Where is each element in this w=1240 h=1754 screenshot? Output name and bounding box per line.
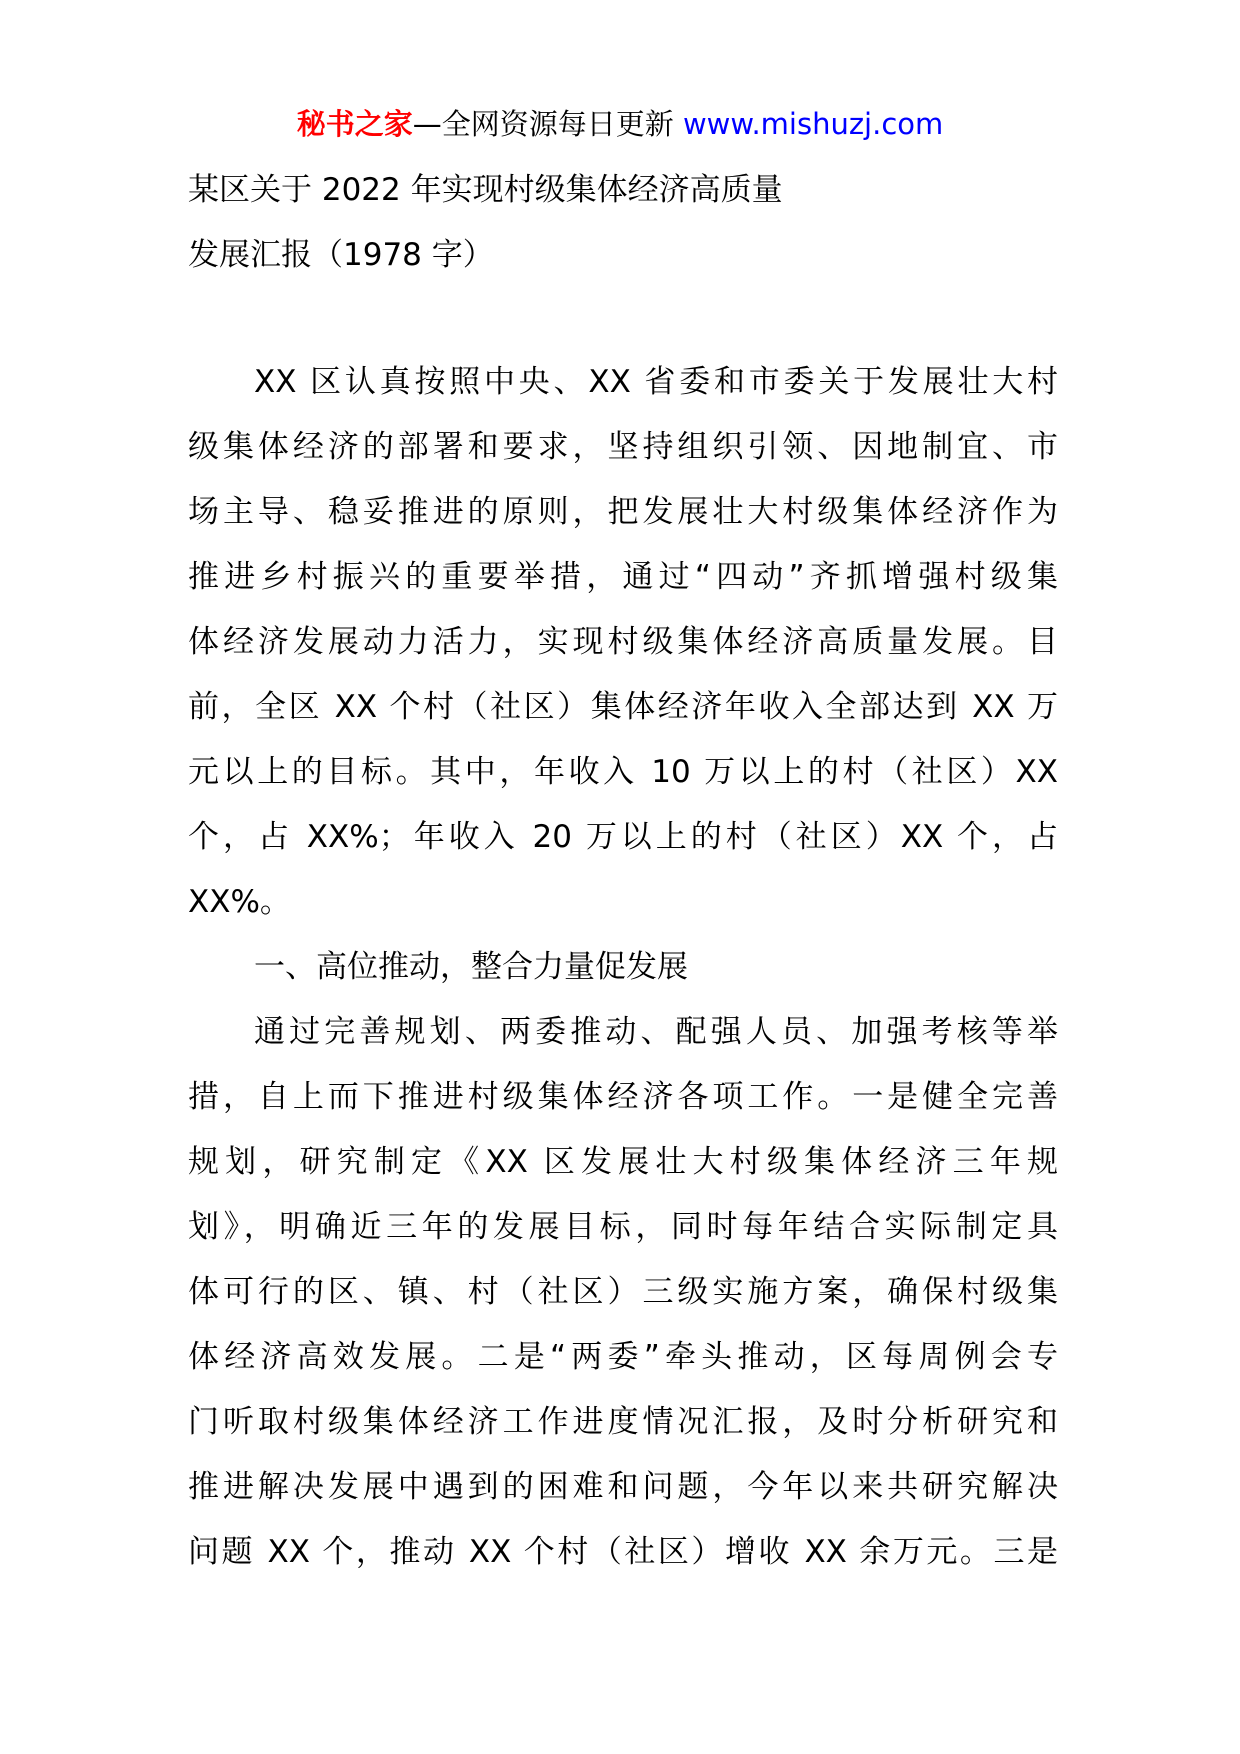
paragraph-line: 推进乡村振兴的重要举措，通过“四动”齐抓增强村级集	[188, 559, 1058, 595]
paragraph-line: 划》，明确近三年的发展目标，同时每年结合实际制定具	[188, 1209, 1058, 1245]
paragraph-line: 场主导、稳妥推进的原则，把发展壮大村级集体经济作为	[188, 494, 1058, 530]
section-heading: 一、高位推动，整合力量促发展	[254, 949, 688, 985]
paragraph-line: 级集体经济的部署和要求，坚持组织引领、因地制宜、市	[188, 429, 1058, 465]
document-body	[188, 350, 1058, 1585]
paragraph-line: 推进解决发展中遇到的困难和问题，今年以来共研究解决	[188, 1469, 1058, 1505]
paragraph-line: 元以上的目标。其中，年收入 10 万以上的村（社区）XX	[188, 754, 1058, 790]
paragraph-line: 问题 XX 个，推动 XX 个村（社区）增收 XX 余万元。三是	[188, 1534, 1058, 1570]
paragraph-line: 门听取村级集体经济工作进度情况汇报，及时分析研究和	[188, 1404, 1058, 1440]
paragraph-line: XX 区认真按照中央、XX 省委和市委关于发展壮大村	[254, 364, 1058, 400]
paragraph-line: 体经济发展动力活力，实现村级集体经济高质量发展。目	[188, 624, 1058, 660]
paragraph-line: 措，自上而下推进村级集体经济各项工作。一是健全完善	[188, 1079, 1058, 1115]
paragraph-line: 体可行的区、镇、村（社区）三级实施方案，确保村级集	[188, 1274, 1058, 1310]
title-line: 发展汇报（1978 字）	[188, 237, 494, 273]
title-line: 某区关于 2022 年实现村级集体经济高质量	[188, 172, 783, 208]
site-url-link[interactable]: www.mishuzj.com	[682, 107, 944, 141]
paragraph-line: XX%。	[188, 884, 291, 920]
paragraph-line: 通过完善规划、两委推动、配强人员、加强考核等举	[254, 1014, 1058, 1050]
site-brand: 秘书之家	[296, 107, 413, 141]
paragraph-line: 体经济高效发展。二是“两委”牵头推动，区每周例会专	[188, 1339, 1058, 1375]
document-title	[188, 158, 1068, 288]
paragraph-line: 规划，研究制定《XX 区发展壮大村级集体经济三年规	[188, 1144, 1058, 1180]
paragraph-line: 个，占 XX%；年收入 20 万以上的村（社区）XX 个，占	[188, 819, 1058, 855]
site-header	[0, 104, 1240, 144]
site-tagline: —全网资源每日更新	[412, 107, 683, 141]
paragraph-line: 前，全区 XX 个村（社区）集体经济年收入全部达到 XX 万	[188, 689, 1058, 725]
